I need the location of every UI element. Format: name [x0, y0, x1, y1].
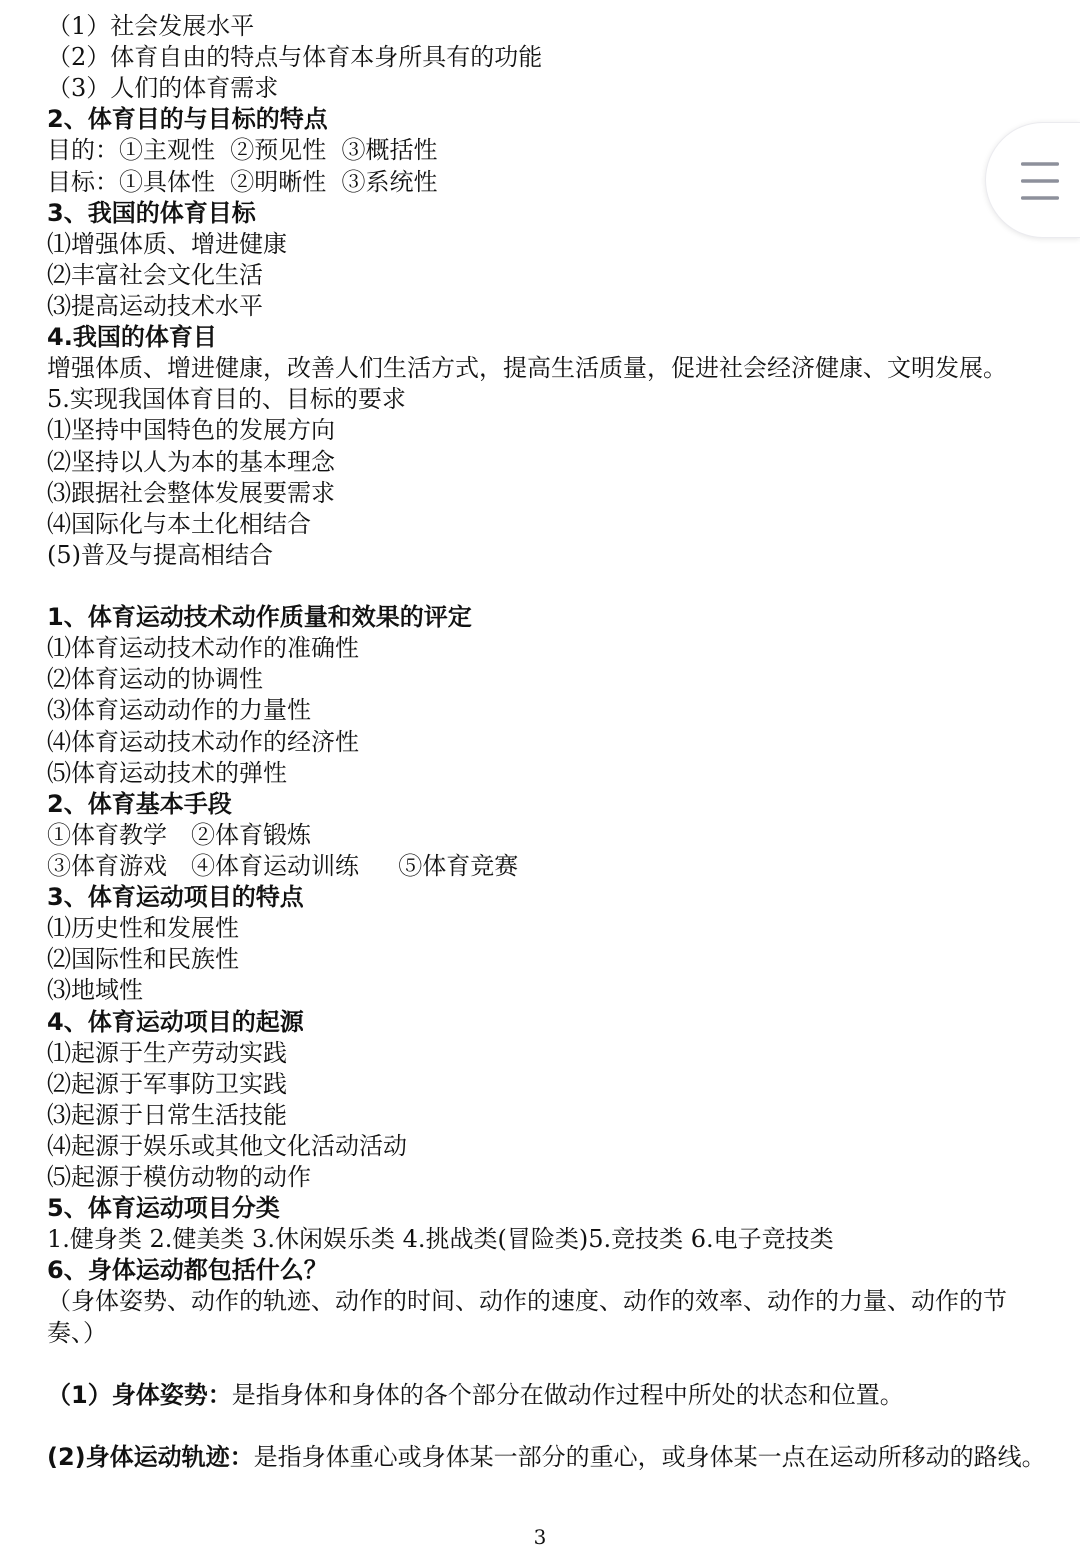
definition-text: 是指身体和身体的各个部分在做动作过程中所处的状态和位置。 [231, 1380, 904, 1409]
list-item: ⑴起源于生产劳动实践 [47, 1038, 287, 1067]
section-heading: 2、体育基本手段 [47, 789, 232, 818]
list-item: ⑵体育运动的协调性 [47, 665, 263, 694]
section-heading: 3、我国的体育目标 [47, 198, 256, 227]
list-item: ⑶地域性 [47, 976, 143, 1005]
blank-line [47, 1411, 1057, 1442]
list-item: ⑷体育运动技术动作的经济性 [47, 727, 359, 756]
list-item: （3）人们的体育需求 [47, 74, 279, 103]
section-body-movement-contents [47, 1255, 1057, 1348]
list-item: （2）体育自由的特点与体育本身所具有的功能 [47, 43, 543, 72]
section-heading: 1、体育运动技术动作质量和效果的评定 [47, 603, 472, 632]
list-item: ⑶体育运动动作的力量性 [47, 696, 311, 725]
section-heading: 4.我国的体育目 [47, 323, 217, 352]
section-heading: 4、体育运动项目的起源 [47, 1007, 304, 1036]
section-heading: 5.实现我国体育目的、目标的要求 [47, 385, 406, 414]
list-item: ⑸体育运动技术的弹性 [47, 758, 287, 787]
text-line: （身体姿势、动作的轨迹、动作的时间、动作的速度、动作的效率、动作的力量、动作的节 [47, 1287, 1007, 1316]
list-item: ⑶起源于日常生活技能 [47, 1100, 287, 1129]
section-sport-classification [47, 1193, 1057, 1255]
section-national-purpose [47, 322, 1057, 384]
paragraph: 1.健身类 2.健美类 3.休闲娱乐类 4.挑战类(冒险类)5.竞技类 6.电子竞技类 [47, 1225, 834, 1254]
section-influencing-factors [47, 11, 1057, 104]
text-line: 奏、） [47, 1318, 107, 1347]
section-sport-features [47, 882, 1057, 1006]
section-purpose-goal-features [47, 104, 1057, 197]
definition-term: (2)身体运动轨迹： [47, 1443, 254, 1472]
hamburger-menu-icon [1020, 161, 1060, 201]
list-item: ⑵坚持以人为本的基本理念 [47, 447, 335, 476]
list-item: ⑵国际性和民族性 [47, 945, 239, 974]
list-item: （1）社会发展水平 [47, 12, 255, 40]
section-sport-origins [47, 1007, 1057, 1194]
list-item: ⑴增强体质、增进健康 [47, 229, 287, 258]
list-item: ⑴坚持中国特色的发展方向 [47, 416, 335, 445]
definition-text: 是指身体重心或身体某一部分的重心，或身体某一点在运动所移动的路线。 [253, 1443, 1046, 1472]
text-line: 目的：①主观性 ②预见性 ③概括性 [47, 136, 438, 165]
section-heading: 3、体育运动项目的特点 [47, 883, 304, 912]
paragraph: 增强体质、增进健康，改善人们生活方式，提高生活质量，促进社会经济健康、文明发展。 [47, 354, 1007, 383]
list-item: ⑶跟据社会整体发展要需求 [47, 478, 335, 507]
text-line: ③体育游戏 ④体育运动训练 ⑤体育竞赛 [47, 851, 519, 880]
list-item: ⑵丰富社会文化生活 [47, 260, 263, 289]
blank-line [47, 1349, 1057, 1380]
definition-term: （1）身体姿势： [47, 1380, 232, 1409]
section-requirements [47, 384, 1057, 571]
definition-movement-trajectory [47, 1442, 1057, 1473]
list-item: ⑴体育运动技术动作的准确性 [47, 634, 359, 663]
section-heading: 2、体育目的与目标的特点 [47, 105, 328, 134]
list-item: ⑴历史性和发展性 [47, 914, 239, 943]
definition-body-posture [47, 1380, 1057, 1411]
text-line: ①体育教学 ②体育锻炼 [47, 820, 311, 849]
list-item: ⑷国际化与本土化相结合 [47, 509, 311, 538]
list-item: ⑶提高运动技术水平 [47, 291, 263, 320]
section-technique-evaluation [47, 602, 1057, 789]
section-basic-means [47, 789, 1057, 882]
section-heading: 5、体育运动项目分类 [47, 1194, 280, 1223]
section-national-goals [47, 198, 1057, 322]
page-number: 3 [533, 1525, 547, 1549]
section-heading: 6、身体运动都包括什么？ [47, 1256, 328, 1285]
list-item: ⑸起源于模仿动物的动作 [47, 1163, 311, 1192]
blank-line [47, 571, 1057, 602]
document-page [47, 11, 1057, 1473]
list-item: (5)普及与提高相结合 [47, 540, 273, 569]
text-line: 目标：①具体性 ②明晰性 ③系统性 [47, 167, 438, 196]
list-item: ⑵起源于军事防卫实践 [47, 1069, 287, 1098]
list-item: ⑷起源于娱乐或其他文化活动活动 [47, 1131, 407, 1160]
